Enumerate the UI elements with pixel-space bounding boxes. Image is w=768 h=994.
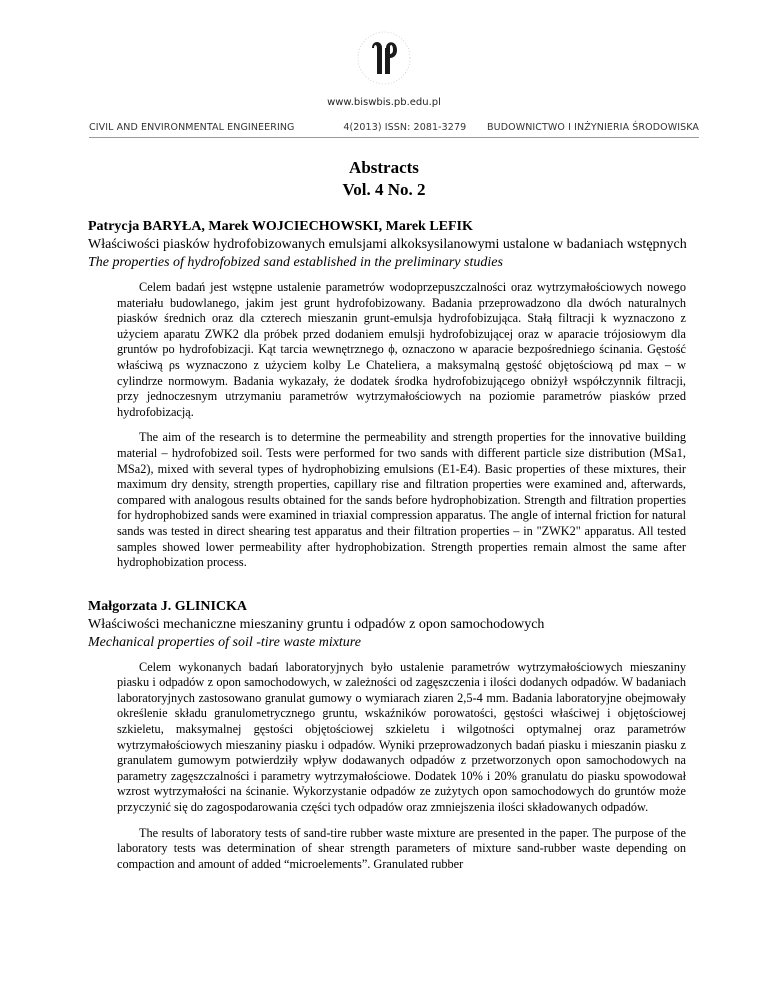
journal-header [89,122,699,133]
article-title-en: The properties of hydrofobized sand established in the preliminary studies [88,255,503,270]
university-logo [0,28,768,88]
article-title-en: Mechanical properties of soil -tire waste mixture [88,634,361,650]
title-abstracts: Abstracts [349,158,419,177]
abstract-pl: Celem wykonanych badań laboratoryjnych było ustalenie parametrów wytrzymałościowych mieszaniny piasku i odpadów z opon samochodowych, w zależności od zagęszczenia i ilości dodanych odpadów. W badaniach laboratoryjnych zastosowano granulat gumowy o wymiarach ziaren 2,5-4 mm. Badania laboratoryjne obejmowały określenie składu granulometrycznego gruntu, wskaźników porowatości, gęstości właściwej i objętościowej szkieletu, maksymalnej gęstości objętościowej szkieletu i wilgotności optymalnej oraz parametrów wytrzymałościowych mieszaniny piasku i odpadów. Wyniki przeprowadzonych badań piasku i mieszanin piasku z granulatem gumowym potwierdziły wpływ dodawanych odpadów z przetworzonych opon samochodowych na parametry zagęszczalności i parametry wytrzymałościowe. Dodatek 10% i 20% granulatu do piasku spowodował wzrost wytrzymałości na ścinanie. Wykorzystanie odpadów ze zużytych opon samochodowych do gruntów może przyczynić się do zagospodarowania części tych odpadów oraz zmniejszenia ilości składowanych odpadów. [117,659,686,815]
abstract-en: The aim of the research is to determine the permeability and strength properties for the innovative building material – hydrofobized soil. Tests were performed for two sands with different particle size distribution (MSa1, MSa2), mixed with several types of hydrophobizing emulsions (E1-E4). Basic properties of these mixtures, their maximum dry density, strength properties, capillary rise and filtration properties were examined and, afterwards, compared with analogous results obtained for the sands before hydrophobization. Strength and filtration properties for hydrophobized sands were examined in triaxial compression apparatus. The angle of internal friction for natural sands was tested in direct shearing test apparatus and their filtration properties – in "ZWK2" apparatus. All tested samples showed lower permeability after hydrophobization. Strength properties remain almost the same after hydrophobization process. [117,430,686,570]
website-url[interactable]: www.biswbis.pb.edu.pl [327,97,441,108]
article-authors: Patrycja BARYŁA, Marek WOJCIECHOWSKI, Marek LEFIK [88,219,473,234]
abstract-en: The results of laboratory tests of sand-tire rubber waste mixture are presented in the paper. The purpose of the laboratory tests was determination of shear strength parameters of mixture sand-rubber waste depending on compaction and amount of added “microelements”. Granulated rubber [117,825,686,871]
article-entry [88,218,694,571]
header-divider [89,137,699,138]
article-authors: Małgorzata J. GLINICKA [88,598,248,614]
issue-issn: 4(2013) ISSN: 2081-3279 [343,122,467,133]
article-abstract [117,660,686,873]
journal-name-en: CIVIL AND ENVIRONMENTAL ENGINEERING [89,122,295,133]
article-title-pl: Właściwości piasków hydrofobizowanych emulsjami alkoksysilanowymi ustalone w badaniach wstępnych [88,237,687,252]
journal-name-pl: BUDOWNICTWO I INŻYNIERIA ŚRODOWISKA [487,122,699,133]
page-title [0,157,768,201]
abstract-pl: Celem badań jest wstępne ustalenie parametrów wodoprzepuszczalności oraz wytrzymałościowych nowego materiału budowlanego, jakim jest grunt hydrofobizowany. Badania przeprowadzono dla dwóch naturalnych piasków średnich oraz dla czterech mieszanin grunt-emulsja hydrofobizująca. Stałą filtracji k wyznaczono z użyciem aparatu ZWK2 dla próbek przed dodaniem emulsji hydrofobizującej oraz w aparacie trójosiowym dla gruntów po hydrofobizacji. Kąt tarcia wewnętrznego ϕ, oznaczono w aparacie bezpośredniego ścinania. Gęstość właściwą ρs wyznaczono z użyciem kolby Le Chateliera, a maksymalną gęstość objętościową ρd max – w cylindrze normowym. Badania wykazały, że dodatek środka hydrofobizującego obniżył współczynnik filtracji, przy jednoczesnym utrzymaniu parametrów wytrzymałościowych na poziomie parametrów piasków przed hydrofobizacją. [117,280,686,419]
article-entry [88,598,694,873]
title-volume: Vol. 4 No. 2 [342,180,426,199]
article-title-pl: Właściwości mechaniczne mieszaniny gruntu i odpadów z opon samochodowych [88,616,545,632]
article-abstract [117,280,686,571]
articles-list [88,218,694,872]
university-emblem-icon [354,28,414,88]
